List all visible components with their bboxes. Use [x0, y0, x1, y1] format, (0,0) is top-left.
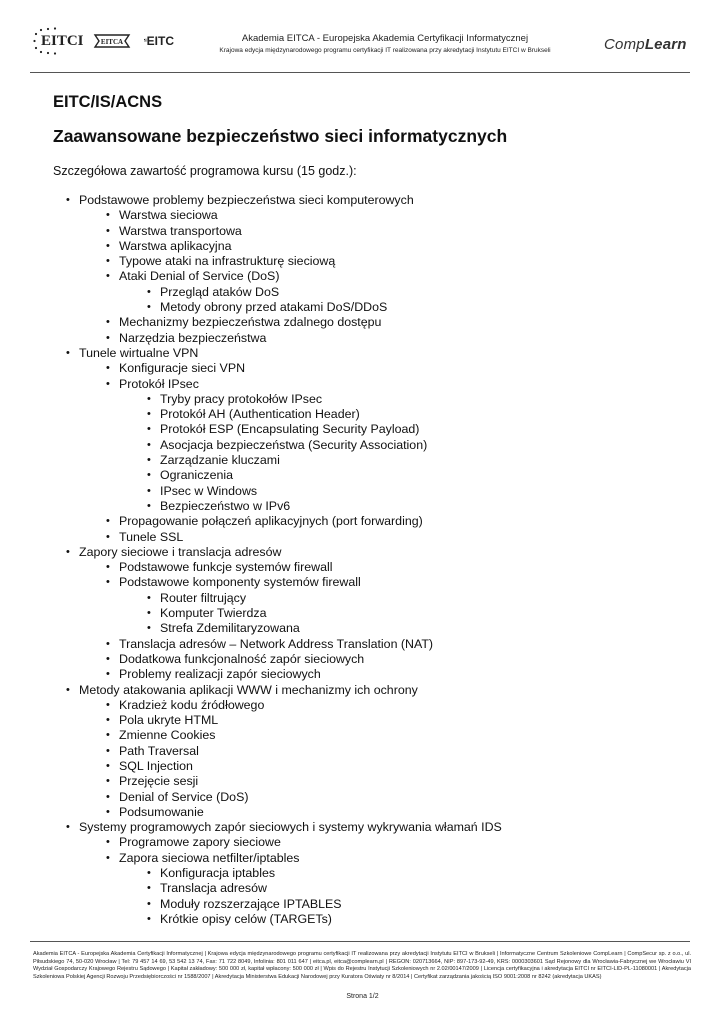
- outline-item-label: Dodatkowa funkcjonalność zapór sieciowych: [119, 651, 365, 666]
- outline-item-label: Zmienne Cookies: [119, 728, 216, 743]
- outline-item-label: Translacja adresów: [160, 881, 267, 896]
- outline-item-label: Narzędzia bezpieczeństwa: [119, 330, 267, 345]
- bullet-icon: •: [106, 316, 110, 329]
- bullet-icon: •: [106, 668, 110, 681]
- bullet-icon: •: [147, 882, 151, 895]
- outline-item-label: Ograniczenia: [160, 468, 234, 483]
- bullet-icon: •: [106, 515, 110, 528]
- header-title: Akademia EITCA - Europejska Akademia Certyfikacji Informatycznej: [241, 33, 529, 44]
- intro-text: Szczegółowa zawartość programowa kursu (15 godz.):: [53, 164, 357, 178]
- outline-item-label: SQL Injection: [119, 758, 193, 773]
- outline-item-label: Podstawowe problemy bezpieczeństwa sieci komputerowych: [79, 193, 414, 207]
- bullet-icon: •: [106, 698, 110, 711]
- outline-item-label: Przegląd ataków DoS: [160, 284, 280, 299]
- bullet-icon: •: [106, 759, 110, 772]
- outline-item-label: Router filtrujący: [160, 590, 247, 605]
- outline-item-level1: [53, 193, 502, 346]
- outline-sublist: [53, 361, 502, 545]
- outline-item-label: Path Traversal: [119, 743, 199, 758]
- outline-item-label: Kradzież kodu źródłowego: [119, 697, 265, 712]
- outline-item-label: Metody obrony przed atakami DoS/DDoS: [160, 300, 388, 315]
- bullet-icon: •: [66, 545, 70, 558]
- eitci-logo: [32, 26, 84, 56]
- bullet-icon: •: [106, 744, 110, 757]
- outline-item-level3: [53, 438, 502, 453]
- bullet-icon: •: [147, 285, 151, 298]
- outline-item-level3: [53, 468, 502, 483]
- outline-item-level3: [53, 499, 502, 514]
- outline-item-label: Denial of Service (DoS): [119, 789, 249, 804]
- bullet-icon: •: [106, 729, 110, 742]
- outline-item-label: Podstawowe komponenty systemów firewall: [119, 575, 361, 590]
- course-code: EITC/IS/ACNS: [53, 93, 163, 111]
- outline-item-label: Tunele wirtualne VPN: [79, 345, 199, 360]
- outline-item-label: Komputer Twierdza: [160, 606, 267, 621]
- outline-item-level2: [53, 851, 502, 927]
- outline-sublist: [53, 591, 502, 637]
- bullet-icon: •: [106, 270, 110, 283]
- outline-item-label: Zarządzanie kluczami: [160, 453, 280, 468]
- outline-sublist: [53, 208, 502, 346]
- outline-item-level1: [53, 545, 502, 683]
- bullet-icon: •: [66, 346, 70, 359]
- outline-item-level1: [53, 820, 502, 927]
- outline-item-level2: [53, 254, 502, 269]
- outline-item-label: Translacja adresów – Network Address Translation (NAT): [119, 636, 434, 651]
- outline-item-label: Tryby pracy protokołów IPsec: [160, 391, 323, 406]
- outline-item-level3: [53, 897, 502, 912]
- outline-item-level3: [53, 453, 502, 468]
- outline-item-label: Propagowanie połączeń aplikacyjnych (port forwarding): [119, 514, 423, 529]
- outline-item-level2: [53, 331, 502, 346]
- outline-item-label: Podsumowanie: [119, 804, 204, 819]
- outline-item-label: Systemy programowych zapór sieciowych i systemy wykrywania włamań IDS: [79, 820, 502, 835]
- bullet-icon: •: [106, 224, 110, 237]
- outline-item-level3: [53, 422, 502, 437]
- bullet-icon: •: [106, 561, 110, 574]
- outline-item-level3: [53, 484, 502, 499]
- bullet-icon: •: [66, 821, 70, 834]
- outline-sublist: [53, 835, 502, 927]
- outline-item-label: Protokół IPsec: [119, 376, 199, 391]
- bullet-icon: •: [106, 331, 110, 344]
- outline-sublist: [53, 866, 502, 927]
- outline-item-label: Warstwa sieciowa: [119, 208, 218, 223]
- bullet-icon: •: [106, 836, 110, 849]
- bullet-icon: •: [66, 194, 70, 206]
- outline-item-label: Konfiguracje sieci VPN: [119, 361, 246, 376]
- outline-item-level3: [53, 881, 502, 896]
- outline-item-level2: [53, 744, 502, 759]
- eitca-logo: [92, 29, 132, 53]
- outline-item-label: Pola ukryte HTML: [119, 713, 219, 728]
- bullet-icon: •: [147, 622, 151, 635]
- outline-item-level3: [53, 285, 502, 300]
- outline-item-level3: [53, 300, 502, 315]
- bullet-icon: •: [147, 408, 151, 421]
- outline-item-level3: [53, 407, 502, 422]
- outline-item-label: Przejęcie sesji: [119, 774, 199, 789]
- outline-item-level2: [53, 713, 502, 728]
- outline-item-level2: [53, 790, 502, 805]
- eitc-logo-text: EITC: [146, 34, 174, 48]
- outline-item-level2: [53, 637, 502, 652]
- bullet-icon: •: [147, 423, 151, 436]
- bullet-icon: •: [106, 805, 110, 818]
- outline-item-level2: [53, 560, 502, 575]
- outline-item-label: Mechanizmy bezpieczeństwa zdalnego dostępu: [119, 315, 382, 330]
- bullet-icon: •: [106, 239, 110, 252]
- bullet-icon: •: [147, 607, 151, 620]
- outline-item-label: Typowe ataki na infrastrukturę sieciową: [119, 254, 336, 269]
- bullet-icon: •: [147, 867, 151, 880]
- outline-item-label: Zapora sieciowa netfilter/iptables: [119, 850, 300, 865]
- header-subtitle: Krajowa edycja międzynarodowego programu certyfikacji IT realizowana przy akredytacji Instytutu EITCI w Brukseli: [219, 47, 551, 54]
- bullet-icon: •: [106, 255, 110, 268]
- bullet-icon: •: [106, 362, 110, 375]
- bullet-icon: •: [106, 652, 110, 665]
- outline-item-label: Podstawowe funkcje systemów firewall: [119, 560, 333, 575]
- outline-item-level3: [53, 866, 502, 881]
- outline-item-level2: [53, 759, 502, 774]
- outline-item-level2: [53, 208, 502, 223]
- outline-item-level3: [53, 621, 502, 636]
- bullet-icon: •: [106, 851, 110, 864]
- outline-item-level3: [53, 591, 502, 606]
- bullet-icon: •: [106, 775, 110, 788]
- complearn-logo: CompLearn: [604, 36, 687, 53]
- outline-item-label: Programowe zapory sieciowe: [119, 835, 281, 850]
- outline-item-level3: [53, 912, 502, 927]
- bullet-icon: •: [106, 530, 110, 543]
- eitci-logo-text: EITCI: [41, 33, 84, 49]
- page-header: [0, 0, 725, 74]
- outline-item-label: Strefa Zdemilitaryzowana: [160, 621, 300, 636]
- eitc-logo: [144, 29, 174, 53]
- bullet-icon: •: [147, 469, 151, 482]
- outline-item-level2: [53, 728, 502, 743]
- outline-item-label: Zapory sieciowe i translacja adresów: [79, 544, 282, 559]
- bullet-icon: •: [106, 714, 110, 727]
- outline-sublist: [53, 698, 502, 820]
- outline-item-label: Krótkie opisy celów (TARGETs): [160, 911, 332, 926]
- outline-item-level2: [53, 269, 502, 315]
- bullet-icon: •: [147, 454, 151, 467]
- outline-item-level1: [53, 683, 502, 821]
- outline-item-label: Protokół ESP (Encapsulating Security Payload): [160, 422, 420, 437]
- bullet-icon: •: [147, 484, 151, 497]
- footer-rule: [30, 941, 690, 942]
- outline-item-label: Protokół AH (Authentication Header): [160, 407, 360, 422]
- outline-item-level2: [53, 652, 502, 667]
- header-rule: [30, 72, 690, 73]
- bullet-icon: •: [147, 301, 151, 314]
- bullet-icon: •: [147, 392, 151, 405]
- bullet-icon: •: [106, 377, 110, 390]
- outline-item-level3: [53, 392, 502, 407]
- outline-item-label: Warstwa transportowa: [119, 223, 242, 238]
- outline-item-level2: [53, 805, 502, 820]
- bullet-icon: •: [147, 912, 151, 925]
- bullet-icon: •: [147, 897, 151, 910]
- bullet-icon: •: [147, 499, 151, 512]
- bullet-icon: •: [106, 637, 110, 650]
- footer-text: Akademia EITCA - Europejska Akademia Certyfikacji Informatycznej | Krajowa edycja międzynarodowego programu certyfikacji IT realizowana przy akredytacji Instytutu EITCI w Brukseli | Informatyczne Centrum Szkoleniowe CompLearn | CompSecur sp. z o.o., ul. Piłsudskiego 74, 50-020 Wrocław | Tel: 79 457 14 69, 53 542 13 74, Fax: 71 722 8049, Infolinia: 801 011 647 | eitca.pl, eitca@complearn.pl | REGON: 020713664, NIP: 897-173-92-49, KRS: 0000303601 Sąd Rejonowy dla Wrocławia-Fabrycznej we Wrocławiu VI Wydział Gospodarczy Krajowego Rejestru Sądowego | Kapitał zakładowy: 500 000 zł, kapitał wpłacony: 500 000 zł | Wpis do Rejestru Instytucji Szkoleniowych nr 2.02/00147/2009 | Licencja certyfikacyjna i akredytacja EITCI nr EITCI-LID-PL-11080001 | Akredytacja Szkoleniowa Polskiej Agencji Rozwoju Przedsiębiorczości nr 1588/2007 | Akredytacja Ministerstwa Edukacji Narodowej przy Kuratora Oświaty nr 8/2014 | Certyfikat zarządzania jakością ISO 9001:2008 nr 8242 (akredytacja UKAS): [33, 951, 691, 980]
- outline-item-level2: [53, 835, 502, 850]
- outline-item-level2: [53, 667, 502, 682]
- bullet-icon: •: [66, 683, 70, 696]
- logos: [32, 26, 174, 56]
- outline-item-level2: [53, 530, 502, 545]
- outline-item-label: Metody atakowania aplikacji WWW i mechanizmy ich ochrony: [79, 682, 418, 697]
- course-title: Zaawansowane bezpieczeństwo sieci informatycznych: [53, 126, 508, 146]
- outline-item-label: Moduły rozszerzające IPTABLES: [160, 896, 342, 911]
- outline-item-level2: [53, 575, 502, 636]
- outline-item-label: Warstwa aplikacyjna: [119, 238, 232, 253]
- outline-item-label: Konfiguracja iptables: [160, 866, 276, 881]
- outline-item-level2: [53, 315, 502, 330]
- outline-sublist: [53, 560, 502, 682]
- outline-item-level2: [53, 698, 502, 713]
- outline-item-level2: [53, 377, 502, 515]
- bullet-icon: •: [106, 209, 110, 222]
- bullet-icon: •: [147, 591, 151, 604]
- bullet-icon: •: [106, 576, 110, 589]
- outline-item-label: IPsec w Windows: [160, 483, 258, 498]
- page-number: Strona 1/2: [346, 993, 379, 1000]
- outline-sublist: [53, 285, 502, 316]
- outline-item-level3: [53, 606, 502, 621]
- outline-item-level2: [53, 224, 502, 239]
- bullet-icon: •: [147, 438, 151, 451]
- outline-item-label: Problemy realizacji zapór sieciowych: [119, 667, 321, 682]
- outline-item-level2: [53, 239, 502, 254]
- outline-item-level2: [53, 514, 502, 529]
- outline-item-label: Bezpieczeństwo w IPv6: [160, 498, 291, 513]
- outline-item-label: Tunele SSL: [119, 529, 184, 544]
- outline-item-level2: [53, 774, 502, 789]
- course-outline: [53, 193, 502, 927]
- outline-item-level2: [53, 361, 502, 376]
- svg-text:EITCA: EITCA: [100, 38, 124, 46]
- outline-item-level1: [53, 346, 502, 545]
- bullet-icon: •: [106, 790, 110, 803]
- outline-item-label: Ataki Denial of Service (DoS): [119, 269, 280, 284]
- outline-item-label: Asocjacja bezpieczeństwa (Security Association): [160, 437, 428, 452]
- outline-sublist: [53, 392, 502, 514]
